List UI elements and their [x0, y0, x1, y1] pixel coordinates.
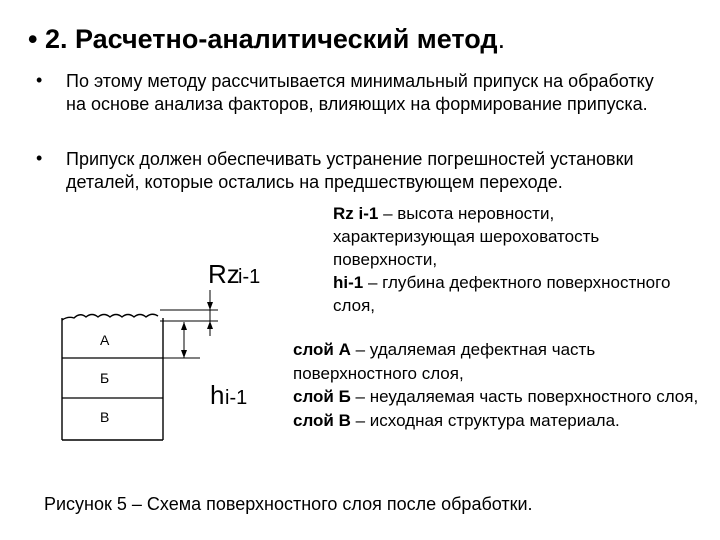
label-rz-sub: i-1 — [238, 266, 261, 288]
v-term: слой В — [293, 410, 351, 430]
rz-desc: – высота неровности, характеризующая шероховатость поверхности, — [333, 204, 600, 269]
label-h-sub: i-1 — [225, 387, 248, 409]
title-text: 2. Расчетно-аналитический метод — [44, 24, 498, 54]
bullet-mark-2: • — [36, 148, 43, 168]
layer-a-label: А — [100, 332, 110, 348]
a-desc: – удаляемая дефектная часть поверхностного слоя, — [293, 340, 596, 383]
layer-v-label: В — [100, 409, 110, 425]
label-rz: Rz — [208, 259, 240, 289]
h-desc: – глубина дефектного поверхностного слоя, — [333, 273, 671, 315]
bullet-text-2: Припуск должен обеспечивать устранение погрешностей установки деталей, которые остались на предшествующем переходе. — [66, 149, 634, 192]
title-period: . — [497, 24, 506, 54]
legend-layers — [293, 338, 703, 432]
legend-right — [333, 202, 693, 317]
bullet-mark-1: • — [36, 70, 43, 90]
layer-b-label: Б — [100, 370, 110, 386]
b-desc: – неудаляемая часть поверхностного слоя, — [350, 387, 699, 406]
v-desc: – исходная структура материала. — [350, 410, 620, 430]
title-bullet: • — [28, 24, 38, 54]
figure-caption: Рисунок 5 – Схема поверхностного слоя после обработки. — [44, 494, 533, 514]
rz-arrow-top — [207, 302, 213, 310]
b-term: слой Б — [293, 387, 351, 406]
bullet-text-1: По этому методу рассчитывается минимальный припуск на обработку на основе анализа факторов, влияющих на формирование припуска. — [66, 71, 654, 114]
rough-surface-line — [62, 314, 158, 320]
rz-arrow-bottom — [207, 321, 213, 329]
h-arrow-top — [181, 322, 187, 330]
h-term: hi-1 — [333, 273, 364, 292]
rz-term: Rz i-1 — [333, 204, 379, 223]
h-arrow-bottom — [181, 350, 187, 358]
label-h: h — [210, 380, 225, 410]
a-term: слой А — [293, 340, 351, 359]
